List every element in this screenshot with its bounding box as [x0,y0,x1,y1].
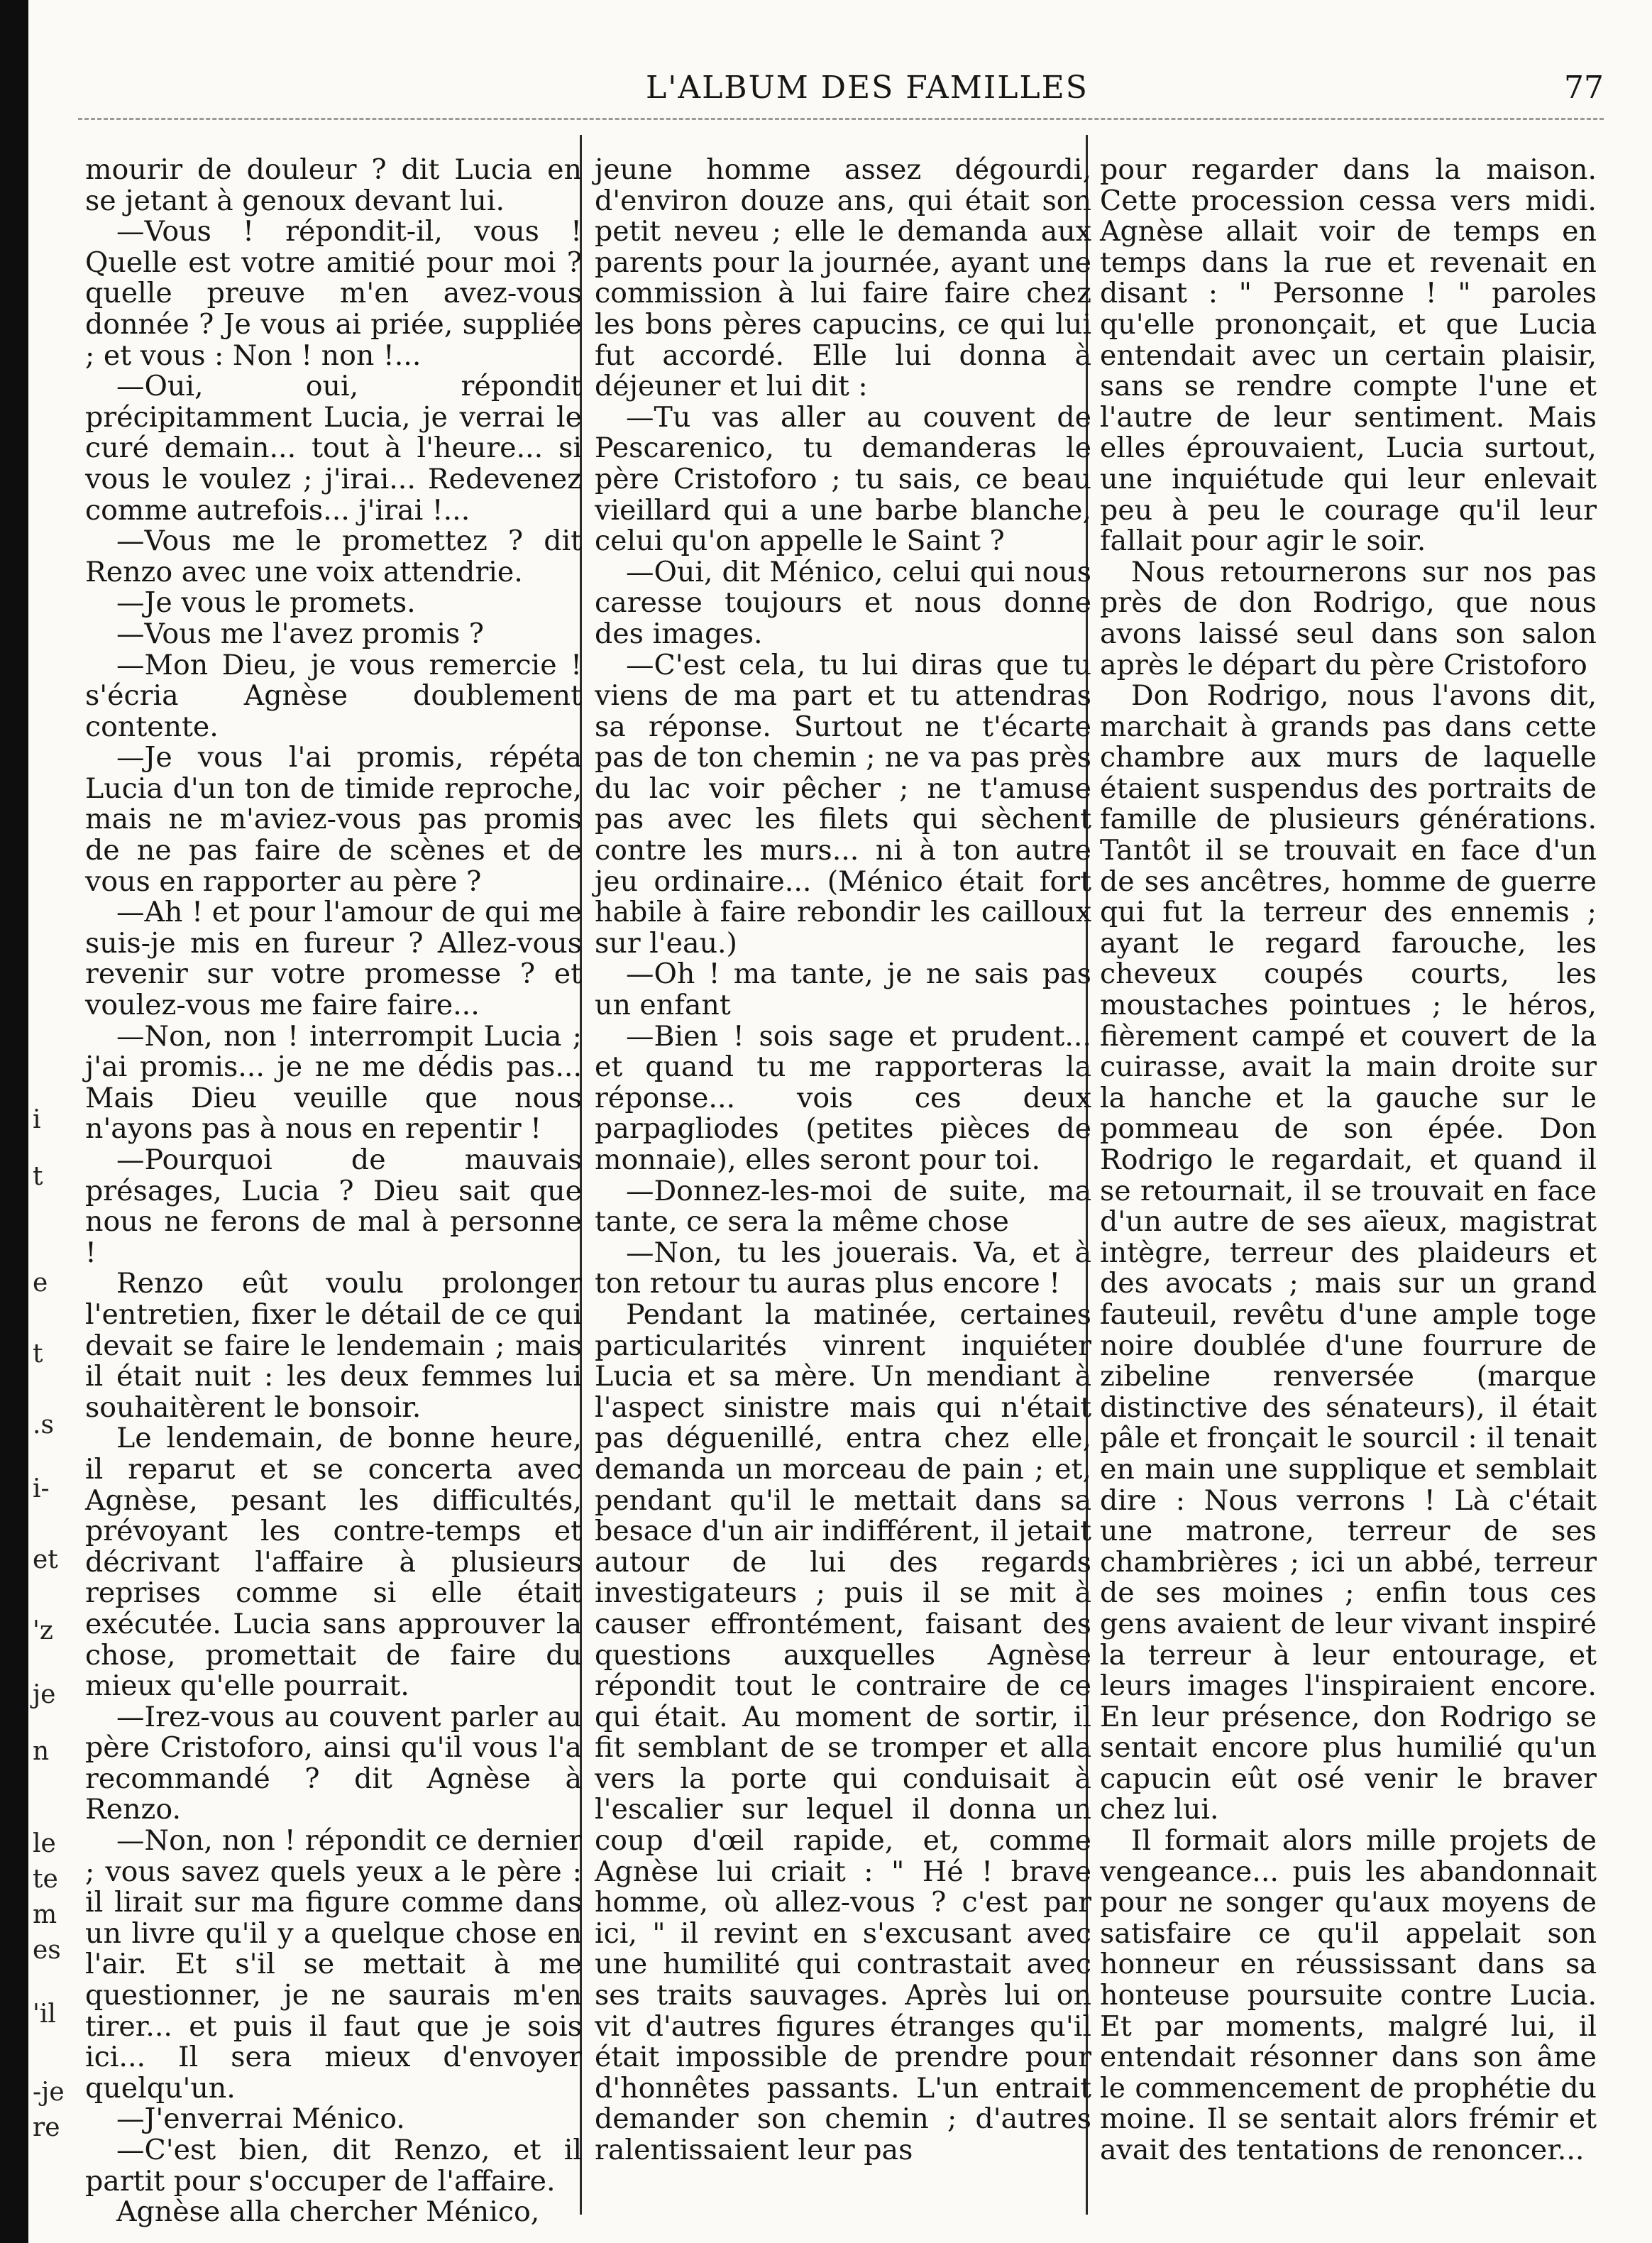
text-column-3 [1100,155,1597,2166]
margin-fragment: m [33,1900,57,1929]
paragraph: —Non, tu les jouerais. Va, et à ton retour tu auras plus encore ! [595,1236,1091,1300]
paragraph: —Oui, dit Ménico, celui qui nous caresse toujours et nous donne des images. [595,555,1091,650]
text-column-1 [85,155,582,2228]
paragraph: —Non, non ! répondit ce dernier ; vous savez quels yeux a le père : il lirait sur ma figure comme dans un livre qu'il y a quelque chose en l'air. Et s'il se mettait à me questionner, je ne saurais m'en tirer... et puis il faut que je sois ici... Il sera mieux d'envoyer quelqu'un. [85,1824,582,2105]
margin-fragment: i- [33,1474,50,1503]
paragraph: —Vous me l'avez promis ? [116,617,484,650]
paragraph: —C'est bien, dit Renzo, et il partit pour s'occuper de l'affaire. [85,2134,582,2198]
paragraph: Pendant la matinée, certaines particularités vinrent inquiéter Lucia et sa mère. Un mendiant à l'aspect sinistre mais qui n'était pas déguenillé, entra chez elle, demanda un morceau de pain ; et, pendant qu'il le mettait dans sa besace d'un air indifférent, il jetait autour de lui des regards investigateurs ; puis il se mit à causer effrontément, faisant des questions auxquelles Agnèse répondit tout le contraire de ce qui était. Au moment de sortir, il fit semblant de se tromper et alla vers la porte qui conduisait à l'escalier sur lequel il donna un coup d'œil rapide, et, comme Agnèse lui criait : " Hé ! brave homme, où allez-vous ? c'est par ici, " il revint en s'excusant avec une humilité qui contrastait avec ses traits sauvages. Après lui on vit d'autres figures étranges qu'il était impossible de prendre pour d'honnêtes passants. L'un entrait demander son chemin ; d'autres ralentissaient leur pas [595,1298,1091,2166]
paragraph: —Je vous l'ai promis, répéta Lucia d'un ton de timide reproche, mais ne m'aviez-vous pas promis de ne pas faire de scènes et de vous en rapporter au père ? [85,741,582,898]
margin-fragment: t [33,1339,43,1369]
page-header [78,57,1604,114]
margin-fragment: es [33,1936,61,1965]
margin-fragment: .s [33,1410,54,1439]
paragraph: —Ah ! et pour l'amour de qui me suis-je mis en fureur ? Allez-vous revenir sur votre promesse ? et voulez-vous me faire faire... [85,896,582,1022]
paragraph: —Non, non ! interrompit Lucia ; j'ai promis... je ne me dédis pas... Mais Dieu veuille que nous n'ayons pas à nous en repentir ! [85,1019,582,1146]
paragraph: mourir de douleur ? dit Lucia en se jetant à genoux devant lui. [85,153,582,217]
running-title: L'ALBUM DES FAMILLES [646,70,1089,106]
margin-fragment: -je [33,2078,65,2107]
adjacent-page-margin [28,0,78,2243]
paragraph: —Irez-vous au couvent parler au père Cristoforo, ainsi qu'il vous l'a recommandé ? dit Agnèse à Renzo. [85,1700,582,1826]
paragraph: —Pourquoi de mauvais présages, Lucia ? Dieu sait que nous ne ferons de mal à personne ! [85,1144,582,1269]
page-binding-edge [0,0,28,2243]
paragraph: —C'est cela, tu lui diras que tu viens de ma part et tu attendras sa réponse. Surtout ne t'écarte pas de ton chemin ; ne va pas près du lac voir pêcher ; ne t'amuse pas avec les filets qui sèchent contre les murs... ni à ton autre jeu ordinaire... (Ménico était fort habile à faire rebondir les cailloux sur l'eau.) [595,648,1091,960]
text-column-2 [595,155,1091,2166]
page-number: 77 [1564,70,1604,106]
paragraph: Agnèse alla chercher Ménico, [116,2195,540,2229]
paragraph: Don Rodrigo, nous l'avons dit, marchait à grands pas dans cette chambre aux murs de laquelle étaient suspendus des portraits de famille de plusieurs générations. Tantôt il se trouvait en face d'un de ses ancêtres, homme de guerre qui fut la terreur des ennemis ; ayant le regard farouche, les cheveux coupés courts, les moustaches pointues ; le héros, fièrement campé et couvert de la cuirasse, avait la main droite sur la hanche et la gauche sur le pommeau de son épée. Don Rodrigo le regardait, et quand il se retournait, il se trouvait en face d'un autre de ses aïeux, magistrat intègre, terreur des plaideurs et des avocats ; mais sur un grand fauteuil, revêtu d'une ample toge noire doublée d'une fourrure de zibeline renversée (marque distinctive des sénateurs), il était pâle et fronçait le sourcil : il tenait en main une supplique et semblait dire : Nous verrons ! Là c'était une matrone, terreur de ses chambrières ; ici un abbé, terreur de ses moines ; enfin tous ces gens avaient de leur vivant inspiré la terreur à leur entourage, et leurs images l'inspiraient encore. En leur présence, don Rodrigo se sentait encore plus humilié qu'un capucin eût osé venir le braver chez lui. [1100,679,1597,1826]
margin-fragment: je [33,1680,56,1709]
margin-fragment: i [33,1105,41,1134]
paragraph: Nous retournerons sur nos pas près de don Rodrigo, que nous avons laissé seul dans son salon après le départ du père Cristoforo [1100,555,1597,681]
paragraph: Renzo eût voulu prolonger l'entretien, fixer le détail de ce qui devait se faire le lendemain ; mais il était nuit : les deux femmes lui souhaitèrent le bonsoir. [85,1267,582,1424]
paragraph: —Vous me le promettez ? dit Renzo avec une voix attendrie. [85,525,582,588]
margin-fragment: e [33,1268,48,1298]
paragraph: —J'enverrai Ménico. [116,2102,405,2136]
paragraph: —Donnez-les-moi de suite, ma tante, ce sera la même chose [595,1174,1091,1239]
margin-fragment: t [33,1162,43,1191]
paragraph: —Oui, oui, répondit précipitamment Lucia, je verrai le curé demain... tout à l'heure... si vous le voulez ; j'irai... Redevenez comme autrefois... j'irai !... [85,370,582,527]
paragraph: pour regarder dans la maison. Cette procession cessa vers midi. Agnèse allait voir de temps en temps dans la rue et revenait en disant : " Personne ! " paroles qu'elle prononçait, et que Lucia entendait avec un certain plaisir, sans se rendre compte l'une et l'autre de leur sentiment. Mais elles éprouvaient, Lucia surtout, une inquiétude qui leur enlevait peu à peu le courage qu'il leur fallait pour agir le soir. [1100,153,1597,558]
margin-fragment: 'z [33,1616,53,1645]
margin-fragment: et [33,1545,58,1574]
margin-fragment: n [33,1737,50,1766]
paragraph: —Je vous le promets. [116,586,416,620]
paragraph: —Bien ! sois sage et prudent... et quand tu me rapporteras la réponse... vois ces deux parpagliodes (petites pièces de monnaie), elles seront pour toi. [595,1019,1091,1176]
margin-fragment: le [33,1829,56,1858]
paragraph: —Tu vas aller au couvent de Pescarenico, tu demanderas le père Cristoforo ; tu sais, ce beau vieillard qui a une barbe blanche, celui qu'on appelle le Saint ? [595,400,1091,558]
margin-fragment: te [33,1865,58,1894]
paragraph: —Oh ! ma tante, je ne sais pas un enfant [595,958,1091,1022]
paragraph: jeune homme assez dégourdi, d'environ douze ans, qui était son petit neveu ; elle le demanda aux parents pour la journée, ayant une commission à lui faire faire chez les bons pères capucins, ce qui lui fut accordé. Elle lui donna à déjeuner et lui dit : [595,153,1091,403]
paragraph: Le lendemain, de bonne heure, il reparut et se concerta avec Agnèse, pesant les difficultés, prévoyant les contre-temps et décrivant l'affaire à plusieurs reprises comme si elle était exécutée. Lucia sans approuver la chose, promettait de faire du mieux qu'elle pourrait. [85,1422,582,1703]
paragraph: Il formait alors mille projets de vengeance... puis les abandonnait pour ne songer qu'aux moyens de satisfaire ce qu'il appelait son honneur en réussissant dans sa honteuse poursuite contre Lucia. Et par moments, malgré lui, il entendait résonner dans son âme le commencement de prophétie du moine. Il se sentait alors frémir et avait des tentations de renoncer... [1100,1824,1597,2166]
margin-fragment: re [33,2113,60,2142]
header-rule [78,118,1604,120]
paragraph: —Vous ! répondit-il, vous ! Quelle est votre amitié pour moi ? quelle preuve m'en avez-vous donnée ? Je vous ai priée, suppliée ; et vous : Non ! non !... [85,215,582,372]
margin-fragment: 'il [33,2000,56,2029]
paragraph: —Mon Dieu, je vous remercie ! s'écria Agnèse doublement contente. [85,648,582,743]
